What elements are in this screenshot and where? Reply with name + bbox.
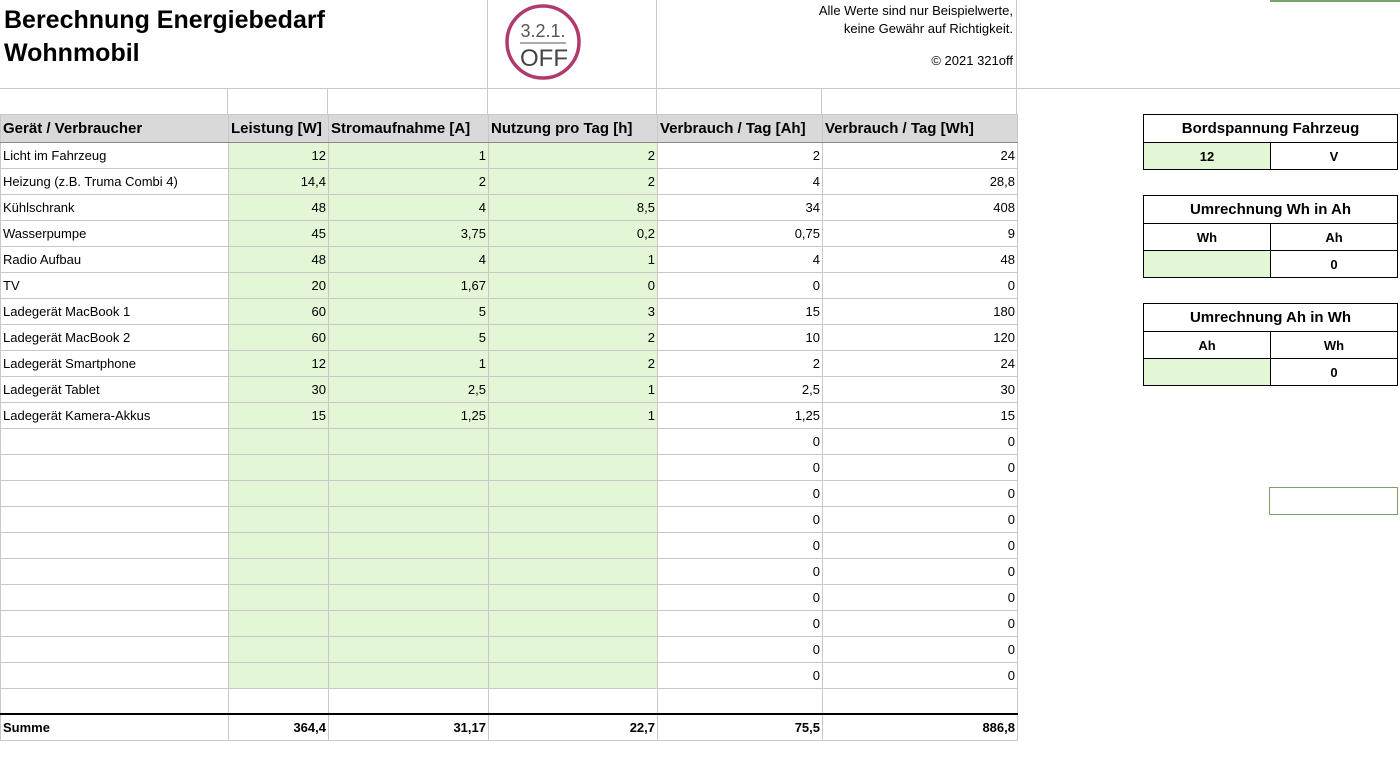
table-row	[1, 273, 1018, 299]
table-row	[1, 559, 1018, 585]
cell-power[interactable]	[229, 533, 329, 559]
table-row	[1, 507, 1018, 533]
table-row	[1, 221, 1018, 247]
cell-usage[interactable]: 2	[489, 325, 658, 351]
table-row	[1, 377, 1018, 403]
column-header-consumption-ah[interactable]: Verbrauch / Tag [Ah]	[658, 115, 823, 143]
table-row	[1, 637, 1018, 663]
cell-consumption-wh[interactable]: 30	[823, 377, 1018, 403]
cell-consumption-wh[interactable]: 0	[823, 507, 1018, 533]
empty-cell[interactable]	[1, 689, 229, 714]
table-row	[1, 455, 1018, 481]
cell-current[interactable]	[329, 455, 489, 481]
cell-usage[interactable]: 2	[489, 143, 658, 169]
cell-current[interactable]: 1,67	[329, 273, 489, 299]
cell-usage[interactable]: 3	[489, 299, 658, 325]
sum-usage[interactable]: 22,7	[489, 714, 658, 741]
cell-consumption-wh[interactable]: 48	[823, 247, 1018, 273]
cell-device[interactable]	[1, 533, 229, 559]
ah-to-wh-title: Umrechnung Ah in Wh	[1144, 304, 1397, 332]
cell-usage[interactable]	[489, 429, 658, 455]
cell-power[interactable]	[229, 455, 329, 481]
cell-current[interactable]: 4	[329, 247, 489, 273]
cell-consumption-ah[interactable]: 2	[658, 351, 823, 377]
cell-device[interactable]: Wasserpumpe	[1, 221, 229, 247]
cell-consumption-wh[interactable]: 24	[823, 143, 1018, 169]
column-header-device[interactable]: Gerät / Verbraucher	[1, 115, 229, 143]
cell-current[interactable]: 3,75	[329, 221, 489, 247]
sum-consumption-ah[interactable]: 75,5	[658, 714, 823, 741]
column-header-usage[interactable]: Nutzung pro Tag [h]	[489, 115, 658, 143]
table-row	[1, 481, 1018, 507]
cell-power[interactable]: 30	[229, 377, 329, 403]
copyright: © 2021 321off	[931, 53, 1013, 68]
disclaimer-line-1: Alle Werte sind nur Beispielwerte,	[818, 3, 1013, 18]
empty-cell[interactable]	[489, 689, 658, 714]
column-header-current[interactable]: Stromaufnahme [A]	[329, 115, 489, 143]
cell-consumption-ah[interactable]: 10	[658, 325, 823, 351]
wh-input-cell[interactable]	[1144, 251, 1270, 277]
column-header-consumption-wh[interactable]: Verbrauch / Tag [Wh]	[823, 115, 1018, 143]
selected-cell-outline[interactable]	[1269, 487, 1398, 515]
cell-power[interactable]	[229, 429, 329, 455]
cell-power[interactable]	[229, 507, 329, 533]
title-line-1: Berechnung Energiebedarf	[4, 6, 325, 34]
cell-usage[interactable]: 1	[489, 377, 658, 403]
sum-current[interactable]: 31,17	[329, 714, 489, 741]
grid-line	[1016, 0, 1017, 88]
cell-indicator	[1270, 0, 1400, 2]
cell-usage[interactable]: 1	[489, 247, 658, 273]
table-row	[1, 299, 1018, 325]
table-row	[1, 195, 1018, 221]
grid-line	[656, 0, 657, 88]
table-row	[1, 247, 1018, 273]
cell-usage[interactable]	[489, 455, 658, 481]
cell-device[interactable]: Radio Aufbau	[1, 247, 229, 273]
disclaimer-line-2: keine Gewähr auf Richtigkeit.	[843, 21, 1013, 36]
table-row	[1, 585, 1018, 611]
empty-cell[interactable]	[229, 689, 329, 714]
cell-usage[interactable]	[489, 611, 658, 637]
cell-consumption-wh[interactable]: 180	[823, 299, 1018, 325]
wh-to-ah-title: Umrechnung Wh in Ah	[1144, 196, 1397, 224]
cell-current[interactable]	[329, 637, 489, 663]
cell-power[interactable]: 48	[229, 195, 329, 221]
cell-consumption-ah[interactable]: 2	[658, 143, 823, 169]
cell-usage[interactable]: 1	[489, 403, 658, 429]
table-row	[1, 169, 1018, 195]
cell-device[interactable]	[1, 663, 229, 689]
cell-current[interactable]	[329, 663, 489, 689]
empty-cell[interactable]	[329, 689, 489, 714]
cell-usage[interactable]: 2	[489, 351, 658, 377]
cell-consumption-wh[interactable]: 0	[823, 455, 1018, 481]
sum-row	[1, 714, 1018, 741]
cell-usage[interactable]	[489, 663, 658, 689]
logo-bottom-text: OFF	[520, 45, 568, 72]
cell-current[interactable]	[329, 481, 489, 507]
sum-label[interactable]: Summe	[1, 714, 229, 741]
cell-power[interactable]: 12	[229, 143, 329, 169]
grid-line	[0, 88, 1400, 89]
cell-current[interactable]: 5	[329, 325, 489, 351]
cell-usage[interactable]: 0,2	[489, 221, 658, 247]
cell-consumption-wh[interactable]: 0	[823, 273, 1018, 299]
grid-line	[487, 88, 488, 114]
cell-current[interactable]: 2	[329, 169, 489, 195]
cell-consumption-ah[interactable]: 0	[658, 273, 823, 299]
cell-current[interactable]: 1,25	[329, 403, 489, 429]
spacer-row	[1, 689, 1018, 714]
cell-power[interactable]: 14,4	[229, 169, 329, 195]
cell-current[interactable]: 1	[329, 143, 489, 169]
cell-device[interactable]: Licht im Fahrzeug	[1, 143, 229, 169]
cell-current[interactable]: 5	[329, 299, 489, 325]
sum-power[interactable]: 364,4	[229, 714, 329, 741]
table-row	[1, 351, 1018, 377]
cell-power[interactable]: 60	[229, 325, 329, 351]
cell-consumption-wh[interactable]: 9	[823, 221, 1018, 247]
cell-current[interactable]	[329, 533, 489, 559]
cell-consumption-ah[interactable]: 0	[658, 611, 823, 637]
cell-device[interactable]	[1, 507, 229, 533]
ah-to-wh-box	[1143, 303, 1398, 386]
logo-top-text: 3.2.1.	[520, 21, 566, 41]
cell-current[interactable]	[329, 429, 489, 455]
grid-line	[656, 88, 657, 114]
cell-consumption-wh[interactable]: 120	[823, 325, 1018, 351]
cell-consumption-ah[interactable]: 0	[658, 507, 823, 533]
cell-consumption-ah[interactable]: 34	[658, 195, 823, 221]
cell-current[interactable]	[329, 507, 489, 533]
cell-usage[interactable]	[489, 559, 658, 585]
table-row	[1, 403, 1018, 429]
empty-cell[interactable]	[658, 689, 823, 714]
cell-power[interactable]	[229, 611, 329, 637]
cell-consumption-ah[interactable]: 1,25	[658, 403, 823, 429]
bordspannung-title: Bordspannung Fahrzeug	[1144, 115, 1397, 143]
ah-to-wh-col1: Ah	[1198, 337, 1216, 353]
cell-usage[interactable]	[489, 637, 658, 663]
ah-result-cell: 0	[1270, 251, 1397, 277]
cell-usage[interactable]	[489, 481, 658, 507]
cell-consumption-wh[interactable]: 0	[823, 611, 1018, 637]
wh-to-ah-col1: Wh	[1196, 229, 1218, 245]
cell-current[interactable]: 1	[329, 351, 489, 377]
cell-current[interactable]	[329, 559, 489, 585]
cell-device[interactable]	[1, 559, 229, 585]
cell-device[interactable]: Ladegerät MacBook 2	[1, 325, 229, 351]
cell-current[interactable]	[329, 611, 489, 637]
cell-power[interactable]	[229, 663, 329, 689]
cell-consumption-ah[interactable]: 0,75	[658, 221, 823, 247]
cell-consumption-ah[interactable]: 15	[658, 299, 823, 325]
table-row	[1, 533, 1018, 559]
title-line-2: Wohnmobil	[4, 39, 140, 67]
cell-consumption-wh[interactable]: 0	[823, 637, 1018, 663]
bordspannung-box	[1143, 114, 1398, 170]
cell-usage[interactable]	[489, 585, 658, 611]
cell-usage[interactable]: 2	[489, 169, 658, 195]
cell-usage[interactable]	[489, 533, 658, 559]
cell-device[interactable]	[1, 585, 229, 611]
cell-current[interactable]: 4	[329, 195, 489, 221]
table-row	[1, 429, 1018, 455]
cell-device[interactable]	[1, 429, 229, 455]
wh-to-ah-col2: Ah	[1270, 224, 1397, 250]
table-row	[1, 611, 1018, 637]
ah-to-wh-col2: Wh	[1270, 332, 1397, 358]
cell-consumption-wh[interactable]: 0	[823, 533, 1018, 559]
cell-usage[interactable]	[489, 507, 658, 533]
cell-device[interactable]	[1, 481, 229, 507]
table-row	[1, 143, 1018, 169]
cell-consumption-wh[interactable]: 0	[823, 663, 1018, 689]
cell-power[interactable]: 20	[229, 273, 329, 299]
wh-result-cell: 0	[1270, 359, 1397, 385]
cell-consumption-ah[interactable]: 0	[658, 481, 823, 507]
cell-consumption-ah[interactable]: 4	[658, 247, 823, 273]
cell-consumption-ah[interactable]: 0	[658, 663, 823, 689]
cell-device[interactable]: Ladegerät Tablet	[1, 377, 229, 403]
energy-table	[0, 114, 1018, 741]
cell-consumption-wh[interactable]: 28,8	[823, 169, 1018, 195]
cell-power[interactable]	[229, 481, 329, 507]
cell-consumption-ah[interactable]: 0	[658, 559, 823, 585]
cell-consumption-ah[interactable]: 0	[658, 637, 823, 663]
cell-consumption-ah[interactable]: 0	[658, 455, 823, 481]
cell-power[interactable]: 45	[229, 221, 329, 247]
cell-current[interactable]: 2,5	[329, 377, 489, 403]
cell-device[interactable]: Kühlschrank	[1, 195, 229, 221]
cell-device[interactable]: Ladegerät Smartphone	[1, 351, 229, 377]
column-header-power[interactable]: Leistung [W]	[229, 115, 329, 143]
cell-consumption-wh[interactable]: 0	[823, 585, 1018, 611]
bordspannung-value-cell[interactable]: 12	[1144, 143, 1270, 169]
cell-consumption-ah[interactable]: 2,5	[658, 377, 823, 403]
cell-power[interactable]	[229, 559, 329, 585]
cell-consumption-wh[interactable]: 24	[823, 351, 1018, 377]
grid-line	[227, 88, 228, 114]
cell-consumption-wh[interactable]: 0	[823, 481, 1018, 507]
cell-usage[interactable]: 8,5	[489, 195, 658, 221]
cell-usage[interactable]: 0	[489, 273, 658, 299]
cell-consumption-wh[interactable]: 15	[823, 403, 1018, 429]
logo	[504, 3, 582, 81]
cell-consumption-wh[interactable]: 0	[823, 429, 1018, 455]
empty-cell[interactable]	[823, 689, 1018, 714]
cell-consumption-wh[interactable]: 0	[823, 559, 1018, 585]
table-header-row	[1, 115, 1018, 143]
cell-power[interactable]	[229, 585, 329, 611]
cell-power[interactable]: 12	[229, 351, 329, 377]
cell-current[interactable]	[329, 585, 489, 611]
bordspannung-unit: V	[1270, 143, 1397, 169]
ah-input-cell[interactable]	[1144, 359, 1270, 385]
cell-power[interactable]: 60	[229, 299, 329, 325]
cell-device[interactable]: Ladegerät Kamera-Akkus	[1, 403, 229, 429]
cell-device[interactable]	[1, 611, 229, 637]
cell-power[interactable]	[229, 637, 329, 663]
grid-line	[327, 88, 328, 114]
cell-consumption-ah[interactable]: 0	[658, 429, 823, 455]
cell-device[interactable]	[1, 637, 229, 663]
grid-line	[487, 0, 488, 88]
grid-line	[821, 88, 822, 114]
cell-device[interactable]: Heizung (z.B. Truma Combi 4)	[1, 169, 229, 195]
cell-consumption-wh[interactable]: 408	[823, 195, 1018, 221]
grid-line	[1016, 88, 1017, 114]
cell-device[interactable]: Ladegerät MacBook 1	[1, 299, 229, 325]
table-row	[1, 325, 1018, 351]
cell-device[interactable]	[1, 455, 229, 481]
cell-device[interactable]: TV	[1, 273, 229, 299]
wh-to-ah-box	[1143, 195, 1398, 278]
cell-consumption-ah[interactable]: 0	[658, 533, 823, 559]
sheet-title	[4, 4, 474, 70]
disclaimer	[660, 2, 1013, 38]
cell-power[interactable]: 15	[229, 403, 329, 429]
table-row	[1, 663, 1018, 689]
cell-power[interactable]: 48	[229, 247, 329, 273]
cell-consumption-ah[interactable]: 4	[658, 169, 823, 195]
cell-consumption-ah[interactable]: 0	[658, 585, 823, 611]
sum-consumption-wh[interactable]: 886,8	[823, 714, 1018, 741]
